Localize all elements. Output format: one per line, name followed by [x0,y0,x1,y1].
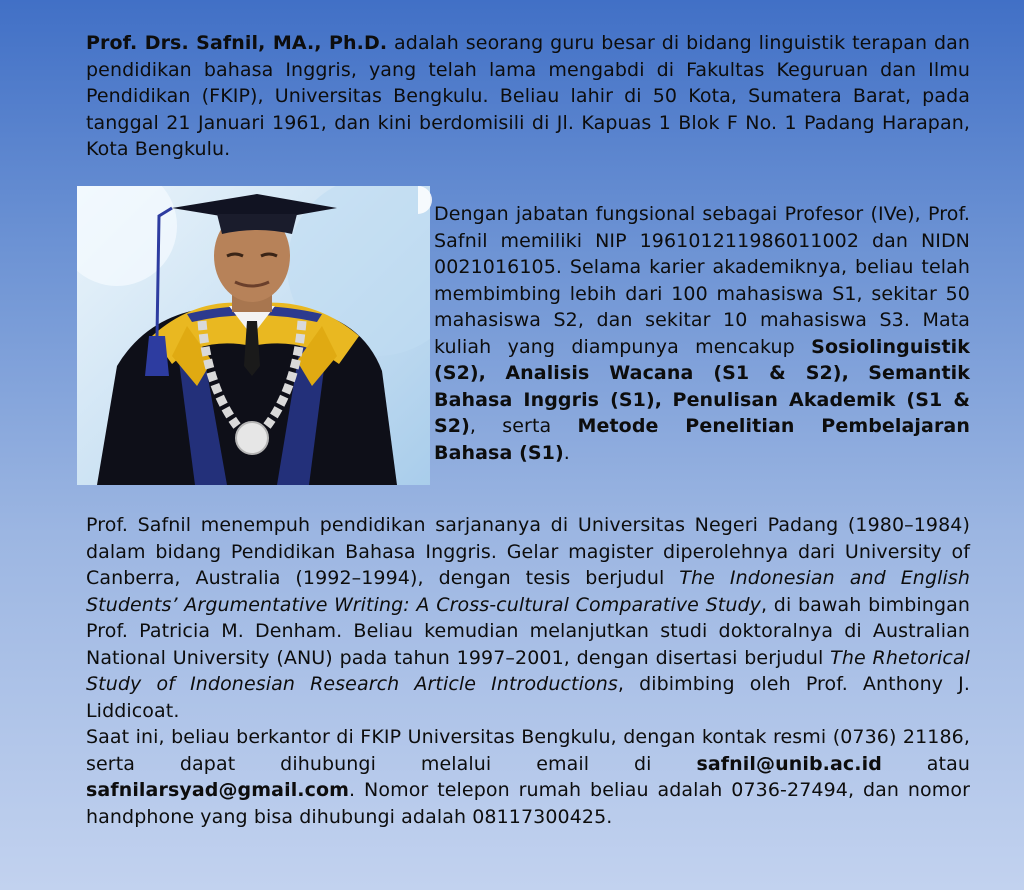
education-text: Prof. Safnil menempuh pendidikan sarjananya di Universitas Negeri Padang (1980–1984) dalam bidang Pendidikan Bahasa Inggris. Gelar magister diperolehnya dari University of Canberra, Australia (1992–1994), dengan tesis berjudul [86,514,970,589]
thesis-title: The Indonesian and English Students’ Argumentative Writing: A Cross-cultural Comparative Study [86,567,970,616]
email-gmail-link[interactable]: safnilarsyad@gmail.com [86,779,350,801]
professor-name: Prof. Drs. Safnil, MA., Ph.D. [86,32,388,54]
education-paragraph [86,512,970,830]
education-text-3: , dibimbing oleh Prof. Anthony J. Liddicoat. [86,673,971,722]
education-text-2: , di bawah bimbingan Prof. Patricia M. Denham. Beliau kemudian melanjutkan studi doktoralnya di Australian National University (ANU) pada tahun 1997–2001, dengan disertasi berjudul [86,593,970,669]
course-discourse-analysis: Analisis Wacana (S1 & S2), [505,362,849,384]
contact-or: atau [881,752,970,775]
connector-text: , serta [469,415,578,437]
position-paragraph [434,201,970,466]
email-unib-link[interactable]: safnil@unib.ac.id [696,752,882,775]
contact-text: Saat ini, beliau berkantor di FKIP Universitas Bengkulu, dengan kontak resmi (0736) 21186, serta dapat dihubungi melalui email di [86,726,970,775]
course-english-semantics: Semantik Bahasa Inggris (S1), [434,362,971,411]
space [849,362,868,384]
course-research-methods: Metode Penelitian Pembelajaran Bahasa (S1) [434,415,970,464]
course-academic-writing: Penulisan Akademik (S1 & S2) [434,388,970,437]
position-text: Dengan jabatan fungsional sebagai Profesor (IVe), Prof. Safnil memiliki NIP 196101211986011002 dan NIDN 0021016105. Selama karier akademiknya, beliau telah membimbing lebih dari 100 mahasiswa S1, sekitar 50 mahasiswa S2, dan sekitar 10 mahasiswa S3. Mata kuliah yang diampunya mencakup [434,203,970,358]
dissertation-title: The Rhetorical Study of Indonesian Research Article Introductions [86,646,970,695]
course-sociolinguistics: Sosiolinguistik (S2), [434,335,970,384]
phone-text: . Nomor telepon rumah beliau adalah 0736-27494, dan nomor handphone yang bisa dihubungi adalah 08117300425. [86,779,970,828]
space [662,389,672,411]
intro-text: adalah seorang guru besar di bidang linguistik terapan dan pendidikan bahasa Inggris, yang telah lama mengabdi di Fakultas Keguruan dan Ilmu Pendidikan (FKIP), Universitas Bengkulu. Beliau lahir di 50 Kota, Sumatera Barat, pada tanggal 21 Januari 1961, dan kini berdomisili di Jl. Kapuas 1 Blok F No. 1 Padang Harapan, Kota Bengkulu. [86,32,971,160]
intro-paragraph [86,30,970,163]
professor-photo [77,186,430,485]
period: . [563,441,570,464]
space [486,362,505,384]
portrait-illustration [77,186,430,485]
